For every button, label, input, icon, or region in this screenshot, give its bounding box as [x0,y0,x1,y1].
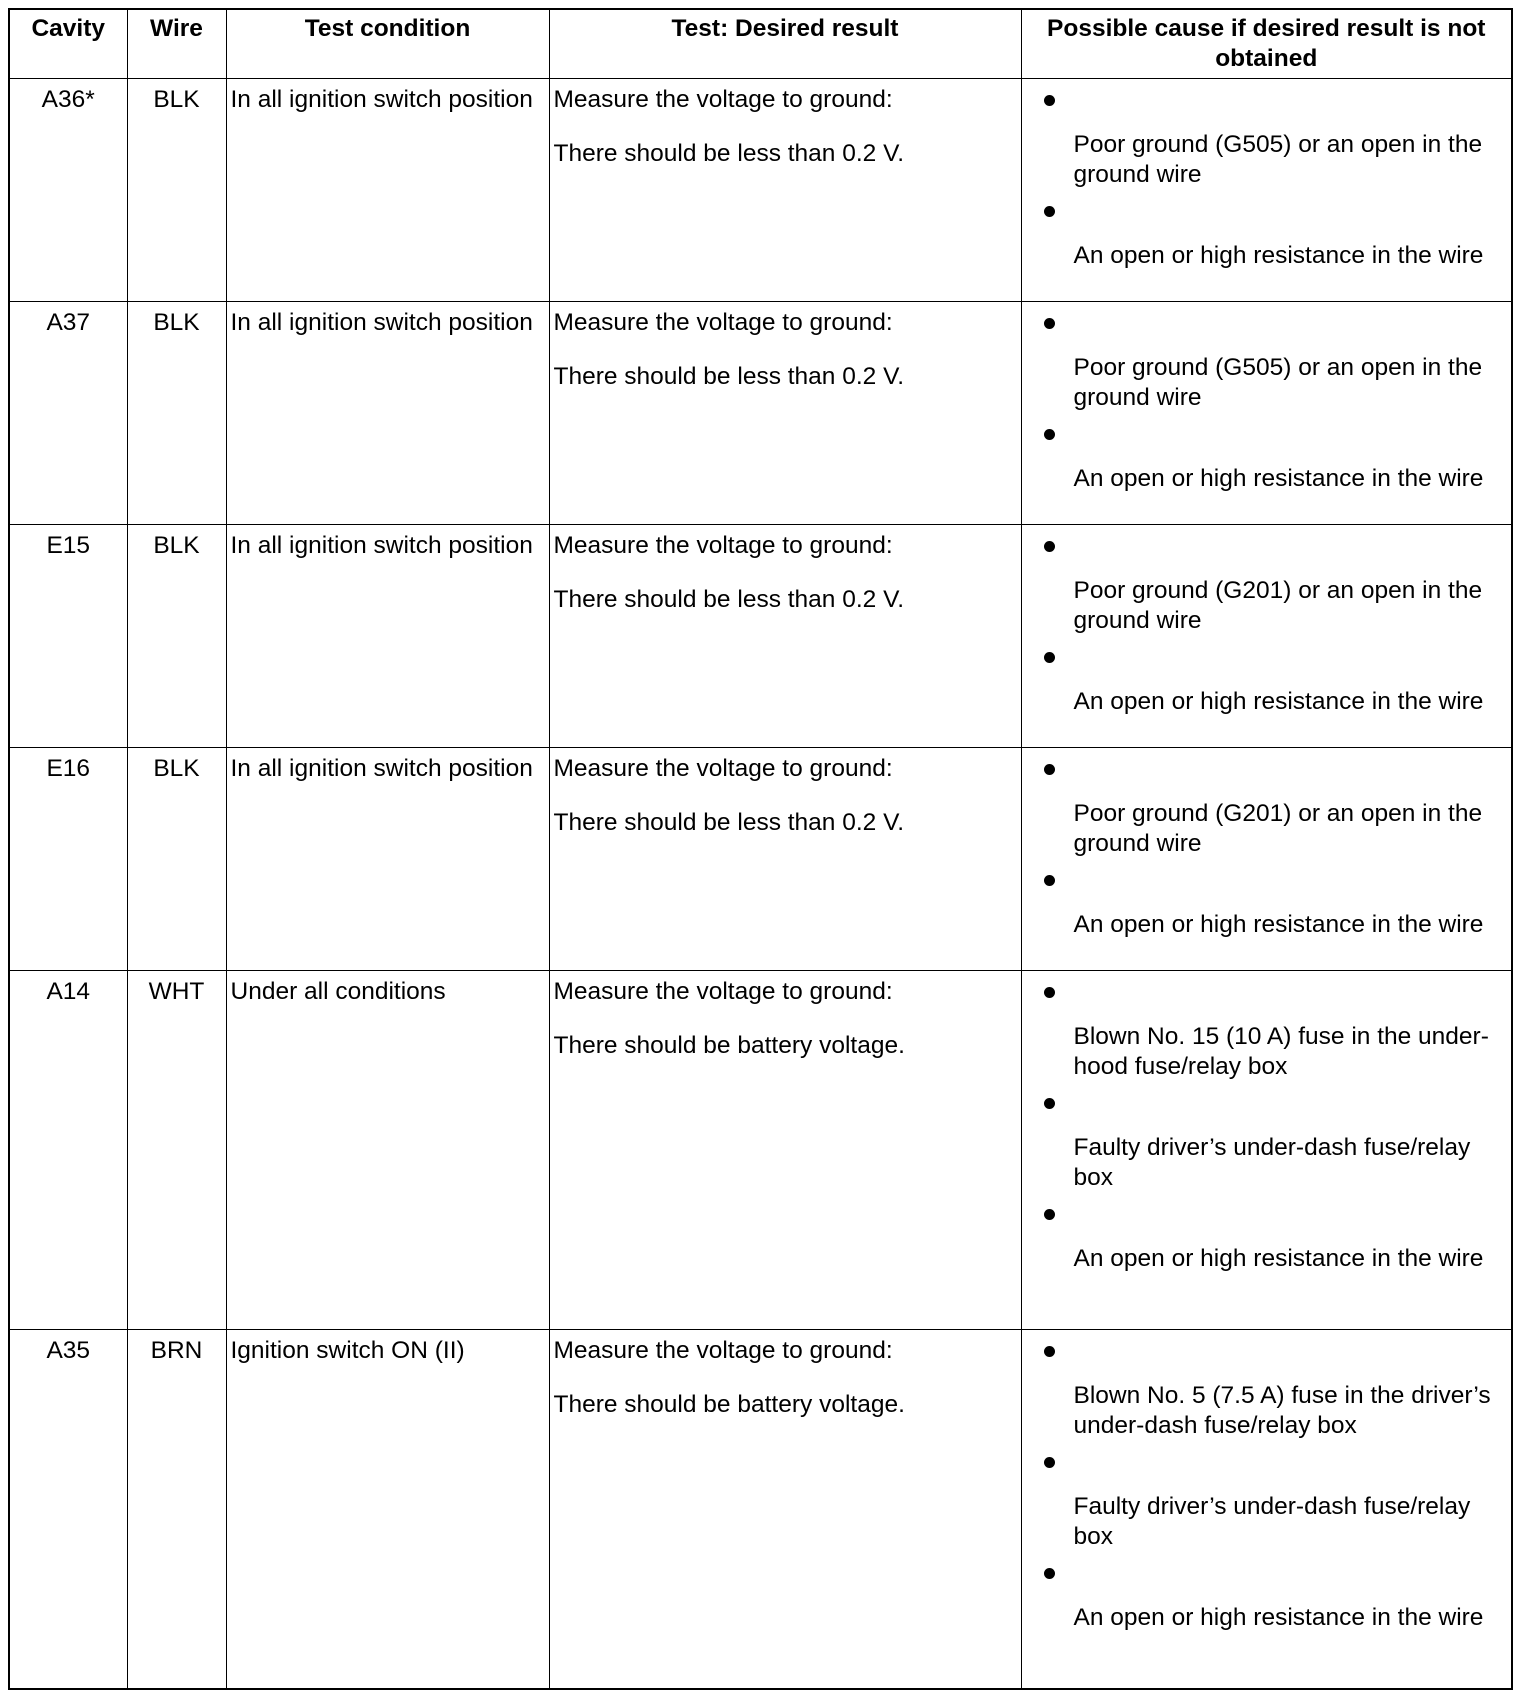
cause-text: Faulty driver’s under-dash fuse/relay box [1073,1134,1471,1191]
table-row [9,748,1512,971]
header-test-condition: Test condition [226,9,549,79]
cavity-cell: A37 [9,302,127,525]
bullet-icon [1044,95,1055,106]
cause-text: Poor ground (G505) or an open in the ground wire [1073,354,1483,411]
cause-text: Faulty driver’s under-dash fuse/relay box [1073,1493,1471,1550]
bullet-icon [1044,429,1055,440]
wire-cell: BLK [127,748,226,971]
header-possible-cause: Possible cause if desired result is not obtained [1021,9,1512,79]
cause-cell [1021,302,1512,525]
bullet-icon [1044,1568,1055,1579]
result-instruction: Measure the voltage to ground: [553,309,893,336]
bullet-icon [1044,206,1055,217]
bullet-icon [1044,1457,1055,1468]
result-expectation: There should be less than 0.2 V. [553,363,905,390]
list-item [1022,652,1512,717]
table-row [9,971,1512,1330]
header-row [9,9,1512,79]
result-cell [549,302,1021,525]
cause-list [1022,764,1512,940]
list-item [1022,987,1512,1082]
wire-cell: BLK [127,302,226,525]
cause-text: An open or high resistance in the wire [1073,688,1484,715]
cavity-cell: E15 [9,525,127,748]
condition-cell: In all ignition switch position [226,525,549,748]
bullet-icon [1044,875,1055,886]
list-item [1022,541,1512,636]
cause-cell [1021,971,1512,1330]
list-item [1022,95,1512,190]
cause-cell [1021,525,1512,748]
header-cavity: Cavity [9,9,127,79]
list-item [1022,1209,1512,1274]
table-row [9,1330,1512,1689]
result-instruction: Measure the voltage to ground: [553,755,893,782]
result-cell [549,971,1021,1330]
bullet-icon [1044,987,1055,998]
header-desired-result: Test: Desired result [549,9,1021,79]
cause-text: Blown No. 5 (7.5 A) fuse in the driver’s under-dash fuse/relay box [1073,1382,1491,1439]
condition-cell: Ignition switch ON (II) [226,1330,549,1689]
cause-text: An open or high resistance in the wire [1073,465,1484,492]
list-item [1022,1457,1512,1552]
table-row [9,302,1512,525]
cause-text: An open or high resistance in the wire [1073,1604,1484,1631]
cause-cell [1021,748,1512,971]
bullet-icon [1044,1346,1055,1357]
cavity-cell: A35 [9,1330,127,1689]
list-item [1022,206,1512,271]
result-cell [549,79,1021,302]
list-item [1022,764,1512,859]
bullet-icon [1044,541,1055,552]
cause-cell [1021,79,1512,302]
cause-text: Blown No. 15 (10 A) fuse in the under-hood fuse/relay box [1073,1023,1489,1080]
result-expectation: There should be less than 0.2 V. [553,140,905,167]
cause-list [1022,1346,1512,1633]
list-item [1022,1568,1512,1633]
wire-cell: WHT [127,971,226,1330]
cavity-cell: E16 [9,748,127,971]
list-item [1022,875,1512,940]
result-instruction: Measure the voltage to ground: [553,1337,893,1364]
bullet-icon [1044,1209,1055,1220]
cavity-cell: A36* [9,79,127,302]
test-table [8,8,1513,1690]
list-item [1022,1346,1512,1441]
cause-text: Poor ground (G201) or an open in the ground wire [1073,577,1483,634]
header-wire: Wire [127,9,226,79]
result-expectation: There should be battery voltage. [553,1391,905,1418]
list-item [1022,1098,1512,1193]
result-cell [549,1330,1021,1689]
result-expectation: There should be battery voltage. [553,1032,905,1059]
cause-text: An open or high resistance in the wire [1073,911,1484,938]
cause-text: Poor ground (G505) or an open in the ground wire [1073,131,1483,188]
table-row [9,79,1512,302]
result-instruction: Measure the voltage to ground: [553,86,893,113]
condition-cell: Under all conditions [226,971,549,1330]
condition-cell: In all ignition switch position [226,79,549,302]
wire-cell: BLK [127,525,226,748]
cause-list [1022,95,1512,271]
bullet-icon [1044,764,1055,775]
wire-cell: BLK [127,79,226,302]
cause-list [1022,541,1512,717]
result-cell [549,748,1021,971]
bullet-icon [1044,1098,1055,1109]
condition-cell: In all ignition switch position [226,302,549,525]
bullet-icon [1044,318,1055,329]
result-instruction: Measure the voltage to ground: [553,532,893,559]
bullet-icon [1044,652,1055,663]
result-instruction: Measure the voltage to ground: [553,978,893,1005]
cause-text: Poor ground (G201) or an open in the ground wire [1073,800,1483,857]
result-cell [549,525,1021,748]
list-item [1022,318,1512,413]
cause-text: An open or high resistance in the wire [1073,1245,1484,1272]
cause-list [1022,318,1512,494]
list-item [1022,429,1512,494]
table-row [9,525,1512,748]
wire-cell: BRN [127,1330,226,1689]
condition-cell: In all ignition switch position [226,748,549,971]
result-expectation: There should be less than 0.2 V. [553,809,905,836]
cause-cell [1021,1330,1512,1689]
cause-list [1022,987,1512,1274]
cause-text: An open or high resistance in the wire [1073,242,1484,269]
cavity-cell: A14 [9,971,127,1330]
result-expectation: There should be less than 0.2 V. [553,586,905,613]
